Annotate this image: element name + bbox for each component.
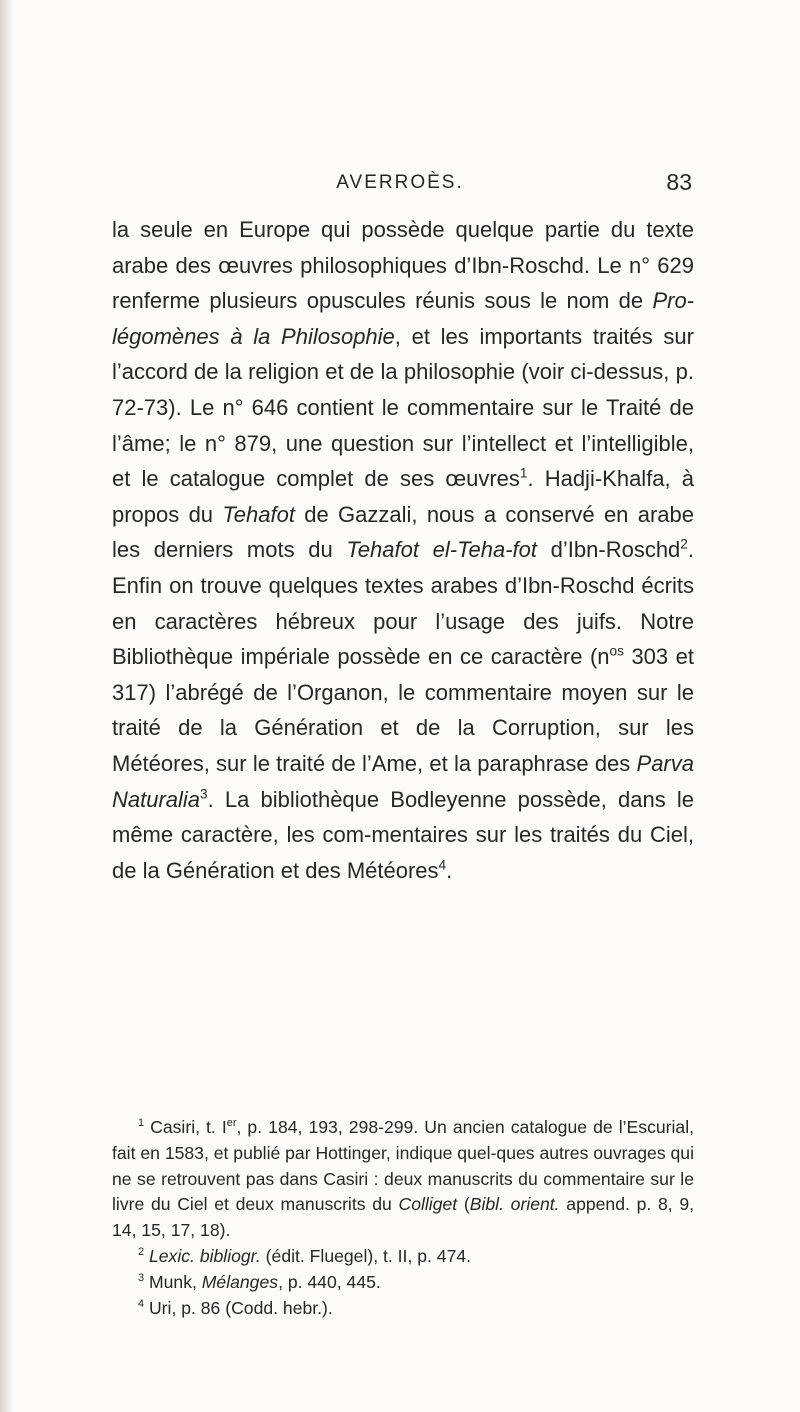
body-paragraph [112,212,694,888]
footnote-mark: 4 [138,1297,145,1310]
footnote-text: (édit. Fluegel), t. II, p. 474. [260,1245,472,1266]
footnote-text: append. p. 8, 9, 14, 15, 17, 18). [112,1194,694,1241]
footnote-ref-2: 2 [680,537,688,553]
footnote-text: , p. 440, 445. [278,1271,381,1292]
footnote-text: Casiri, t. I [144,1117,227,1137]
footnote-mark: 1 [138,1117,145,1130]
page-edge-shadow [0,0,14,1412]
body-text-run: de Gazzali, nous a conservé en arabe les derniers mots du [112,501,694,563]
body-text-run: la seule en Europe qui possède quelque partie du texte arabe des œuvres philosophiques d’Ibn-Roschd. Le n° 629 renferme plusieurs opuscules réunis sous le nom de [112,217,694,314]
page-header [110,169,692,202]
footnote-2 [112,1244,694,1270]
footnote-3 [112,1270,694,1296]
work-title-colliget: Colliget [398,1194,458,1215]
footnote-ref-4: 4 [438,857,447,873]
footnote-1 [112,1115,694,1244]
footnote-superscript: er [226,1117,237,1130]
footnote-text: , p. 184, 193, 298-299. Un ancien catalogue de l’Escurial, fait en 1583, et publié par Hottinger, indique quel-ques autres ouvrages qui ne se retrouvent pas dans Casiri : deux manuscrits du commentaire sur le livre du Ciel et deux manuscrits du [112,1117,695,1215]
work-title-parva-naturalia: Parva Naturalia [112,750,694,812]
work-title-melanges: Mélanges [201,1271,279,1292]
footnote-mark: 2 [138,1246,145,1259]
body-text-run: . La bibliothèque Bodleyenne possède, dans le même caractère, les com-mentaires sur les traités du Ciel, de la Génération et des Météores [112,786,694,883]
work-title-tehafot: Tehafot [222,501,295,527]
body-text-run: . Hadji-Khalfa, à propos du [112,466,695,527]
body-text-run: . [446,857,453,883]
work-title-prolegomenes: Pro-légomènes à la Philosophie [112,288,694,349]
body-text-run: , et les importants traités sur l’accord de la religion et de la philosophie (voir ci-dessus, p. 72-73). Le n° 646 contient le commentaire sur le Traité de l’âme; le n° 879, une question sur l’intellect et l’intelligible, et le catalogue complet de ses œuvres [112,323,694,492]
numero-plural-superscript: os [609,643,624,659]
page-number: 83 [666,169,692,195]
footnote-ref-3: 3 [200,786,208,802]
work-title-lexic: Lexic. bibliogr. [144,1245,261,1266]
footnote-text: Uri, p. 86 (Codd. hebr.). [144,1297,333,1318]
footnote-mark: 3 [138,1271,145,1284]
footnote-text: ( [457,1194,470,1215]
work-title-bibl-orient: Bibl. orient. [469,1194,560,1215]
body-text-run: 303 et 317) l’abrégé de l’Organon, le commentaire moyen sur le traité de la Génération et de la Corruption, sur les Météores, sur le traité de l’Ame, et la paraphrase des [112,644,695,776]
footnote-4 [112,1296,694,1322]
running-head: AVERROÈS. [336,172,464,193]
body-text-run: d’Ibn-Roschd [537,537,681,563]
footnote-text: Munk, [144,1271,202,1292]
footnote-ref-1: 1 [519,465,528,481]
body-text-run: . Enfin on trouve quelques textes arabes d’Ibn-Roschd écrits en caractères hébreux pour l’usage des juifs. Notre Bibliothèque impériale possède en ce caractère (n [112,537,694,670]
footnotes [112,1115,694,1321]
work-title-tehafot-el-tehafot: Tehafot el-Teha-fot [346,537,537,563]
